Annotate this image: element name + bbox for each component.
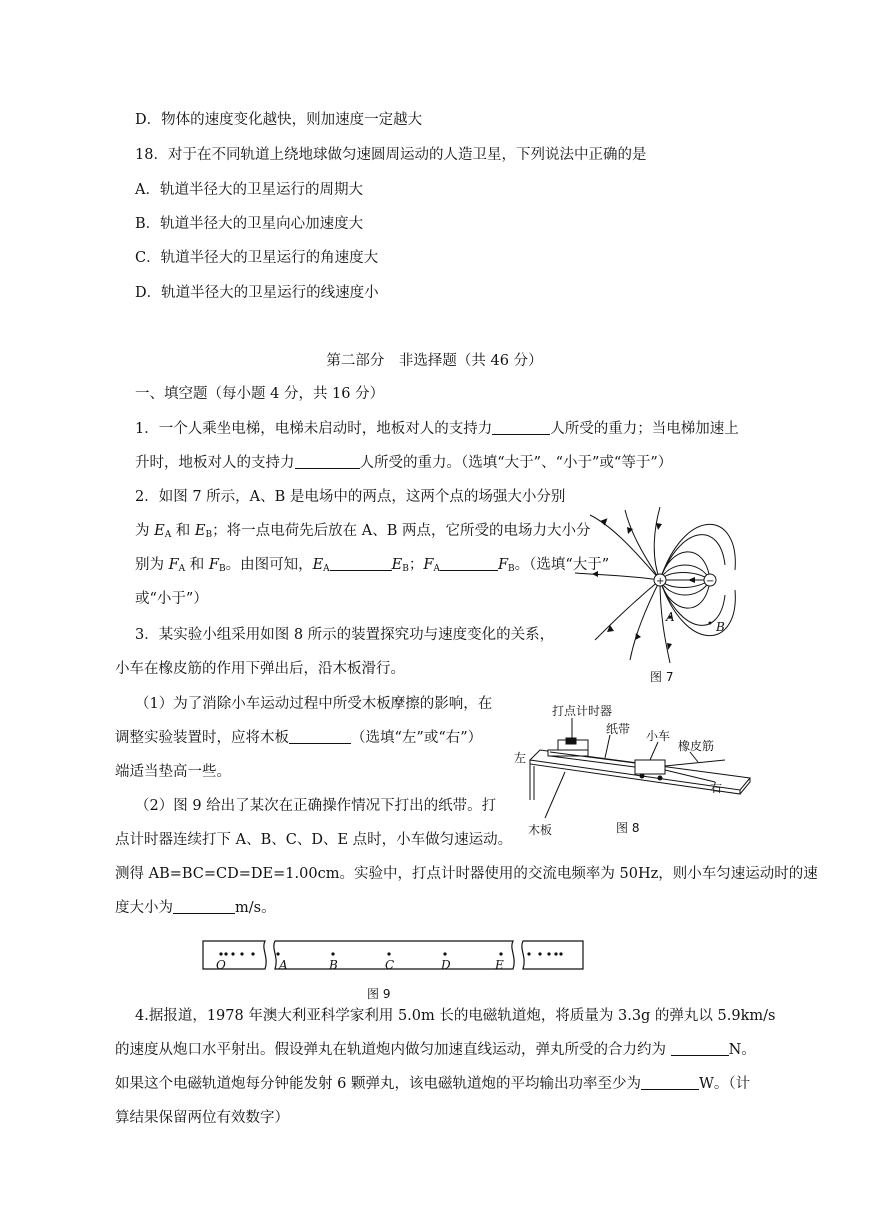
fill4-text: W。（计	[698, 1076, 751, 1092]
point-a-label: A	[666, 610, 675, 624]
tape-point-c: C	[385, 958, 395, 972]
answer-blank[interactable]	[671, 1041, 729, 1056]
q18-option-a: A．轨道半径大的卫星运行的周期大	[135, 182, 363, 198]
tape-point-b: B	[329, 958, 338, 972]
fill3-p2-line2: 点计时器连续打下 A、B、C、D、E 点时，小车做匀速运动。	[115, 832, 513, 848]
answer-blank[interactable]	[289, 729, 351, 744]
fill3-p2-line1: （2）图 9 给出了某次在正确操作情况下打出的纸带。打	[135, 798, 497, 814]
fill2-line2	[135, 521, 590, 545]
fill3-line2: 小车在橡皮筋的作用下弹出后，沿木板滑行。	[115, 661, 405, 677]
fill2-text: 别为	[135, 557, 169, 573]
tape-point-o: O	[216, 958, 226, 972]
q18-option-c: C．轨道半径大的卫星运行的角速度大	[135, 250, 379, 266]
fill2-text: ；将一点电荷先后放在 A、B 两点，它所受的电场力大小分	[212, 523, 591, 539]
section-title: 一、填空题（每小题 4 分，共 16 分）	[135, 386, 385, 402]
answer-blank[interactable]	[440, 556, 498, 571]
answer-blank[interactable]	[173, 899, 235, 914]
figure-8-caption: 图 8	[616, 821, 640, 835]
fill4-line1: 4.据报道，1978 年澳大利亚科学家利用 5.0m 长的电磁轨道炮，将质量为 3.3g 的弹丸以 5.9km/s	[135, 1008, 776, 1024]
fill4-line3	[115, 1074, 750, 1094]
fill1-text-d: 人所受的重力。（选填“大于”、“小于”或“等于”）	[359, 455, 673, 471]
q17-option-d: D．物体的速度变化越快，则加速度一定越大	[135, 112, 423, 128]
fill2-text: 。由图可知，	[225, 557, 313, 573]
tape-point-d: D	[441, 958, 451, 972]
fill4-line2	[115, 1040, 756, 1060]
label-right: 右	[710, 781, 723, 795]
fill3-text: 调整实验装置时，应将木板	[115, 730, 289, 746]
symbol-e: E	[154, 523, 165, 539]
fill3-p1-line3: 端适当垫高一些。	[115, 764, 231, 780]
fill2-line1: 2．如图 7 所示，A、B 是电场中的两点，这两个点的场强大小分别	[135, 489, 566, 505]
answer-blank[interactable]	[492, 420, 550, 435]
fill3-text: （选填“左”或“右”）	[351, 730, 483, 746]
symbol-f: F	[497, 557, 509, 573]
q18-stem: 18．对于在不同轨道上绕地球做匀速圆周运动的人造卫星，下列说法中正确的是	[135, 147, 647, 163]
figure-7-caption: 图 7	[650, 670, 674, 684]
answer-blank[interactable]	[330, 556, 392, 571]
fill2-line4: 或“小于”）	[135, 591, 208, 607]
symbol-e: E	[391, 557, 403, 573]
label-board: 木板	[528, 823, 553, 837]
label-tape: 纸带	[606, 722, 631, 736]
subscript-b: B	[508, 564, 515, 574]
fill3-p2-line4	[115, 898, 276, 918]
q18-option-b: B．轨道半径大的卫星向心加速度大	[135, 216, 364, 232]
fill3-p2-line3: 测得 AB=BC=CD=DE=1.00cm。实验中，打点计时器使用的交流电频率为 50Hz，则小车匀速运动时的速	[115, 866, 818, 882]
tape-point-a: A	[279, 958, 288, 972]
subscript-a: A	[164, 530, 172, 540]
fill4-text: 的速度从炮口水平射出。假设弹丸在轨道炮内做匀加速直线运动，弹丸所受的合力约为	[115, 1042, 671, 1058]
fill2-text: 和	[171, 523, 195, 539]
symbol-e: E	[312, 557, 324, 573]
fill3-text: m/s。	[235, 900, 276, 916]
fill4-text: 如果这个电磁轨道炮每分钟能发射 6 颗弹丸，该电磁轨道炮的平均输出功率至少为	[115, 1076, 641, 1092]
fill1-line1	[135, 419, 739, 439]
symbol-f: F	[168, 557, 179, 573]
figure-7-field-lines	[570, 505, 770, 665]
symbol-f: F	[423, 557, 434, 573]
label-left: 左	[514, 751, 527, 765]
answer-blank[interactable]	[295, 454, 360, 469]
symbol-e: E	[194, 523, 206, 539]
subscript-b: B	[218, 564, 226, 574]
fill1-text-a: 1．一个人乘坐电梯，电梯未启动时，地板对人的支持力	[135, 421, 493, 437]
part2-title: 第二部分 非选择题（共 46 分）	[326, 353, 543, 369]
fill4-text: N。	[728, 1042, 756, 1058]
subscript-b: B	[205, 530, 213, 540]
negative-charge-label: −	[706, 576, 715, 587]
figure-8-apparatus	[510, 700, 760, 845]
subscript-a: A	[178, 564, 186, 574]
fill2-text: 和	[185, 557, 209, 573]
label-cart: 小车	[646, 729, 671, 743]
fill2-text: 为	[135, 523, 155, 539]
label-rubber-band: 橡皮筋	[678, 739, 715, 753]
fill3-p1-line1: （1）为了消除小车运动过程中所受木板摩擦的影响，在	[135, 696, 493, 712]
answer-blank[interactable]	[641, 1075, 699, 1090]
subscript-a: A	[323, 564, 330, 574]
fill1-text-b: 人所受的重力；当电梯加速上	[550, 421, 739, 437]
point-b-label: B	[716, 620, 725, 634]
figure-9-paper-tape	[195, 935, 595, 1005]
fill1-text-c: 升时，地板对人的支持力	[135, 455, 295, 471]
subscript-b: B	[402, 564, 409, 574]
symbol-f: F	[208, 557, 219, 573]
figure-9-caption: 图 9	[367, 987, 391, 1001]
fill3-p1-line2	[115, 728, 482, 748]
positive-charge-label: +	[656, 576, 665, 587]
label-timer: 打点计时器	[552, 704, 613, 718]
fill2-line3	[135, 555, 609, 579]
fill3-text: 度大小为	[115, 900, 173, 916]
tape-point-e: E	[495, 958, 504, 972]
fill1-line2	[135, 453, 672, 473]
fill3-line1: 3．某实验小组采用如图 8 所示的装置探究功与速度变化的关系，	[135, 627, 555, 643]
fill2-text: ；	[408, 557, 424, 573]
subscript-a: A	[433, 564, 440, 574]
fill2-text: 。（选填“大于”	[514, 557, 610, 573]
fill4-line4: 算结果保留两位有效数字）	[115, 1110, 289, 1126]
q18-option-d: D．轨道半径大的卫星运行的线速度小	[135, 285, 379, 301]
